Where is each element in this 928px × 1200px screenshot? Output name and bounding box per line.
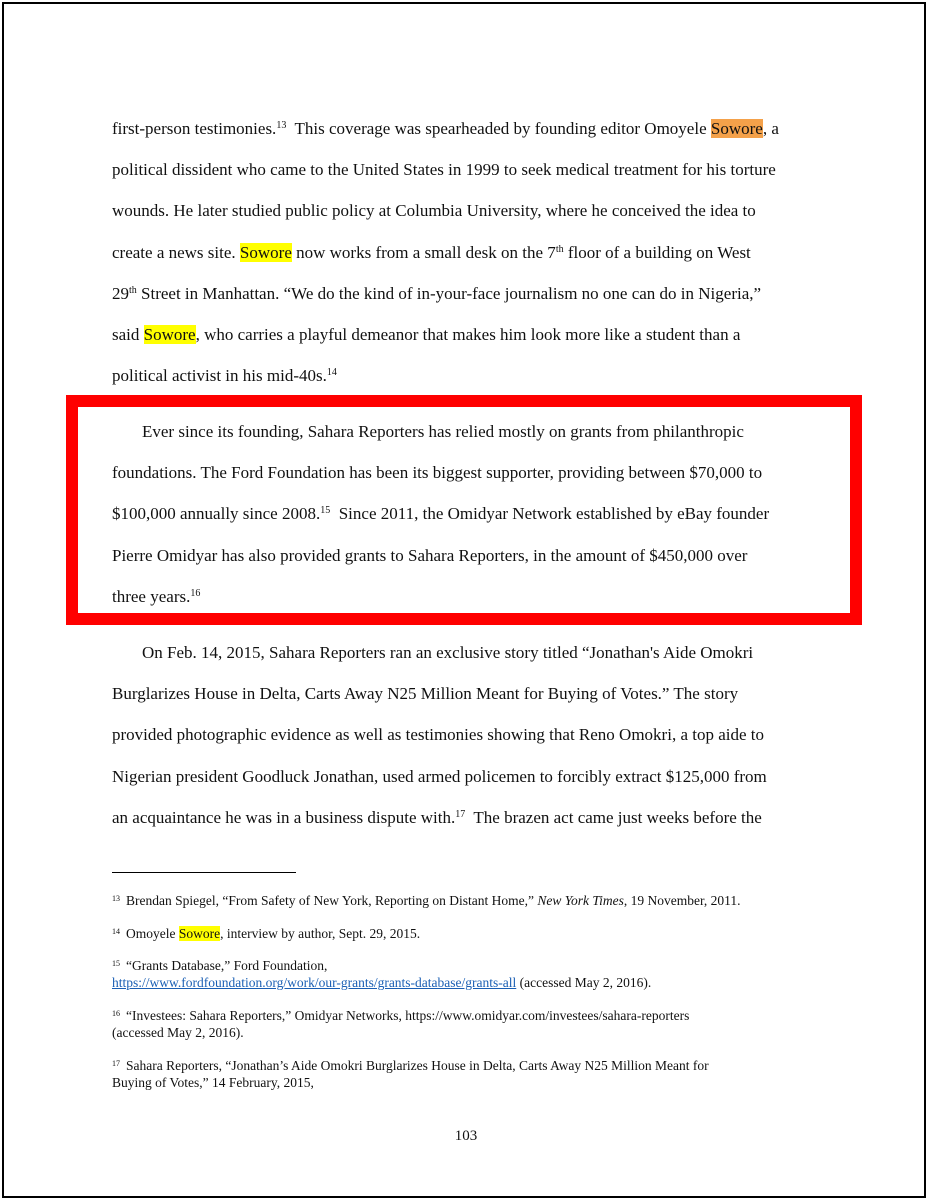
text-run: This coverage was spearheaded by founding editor Omoyele [286, 119, 711, 138]
footnote-text: (accessed May 2, 2016). [112, 1025, 244, 1040]
text-line [112, 314, 822, 355]
footnote-text: “Grants Database,” Ford Foundation, [126, 958, 328, 973]
text-run: now works from a small desk on the 7 [291, 242, 556, 262]
text-run: said [112, 325, 144, 345]
text-run: an acquaintance he was in a business dispute with. [112, 807, 456, 827]
text-run: , who carries a playful demeanor that makes him look more like a student than a [195, 325, 741, 345]
footnote-text: Omoyele [126, 926, 179, 941]
text-run: , a [762, 119, 779, 138]
text-line: Pierre Omidyar has also provided grants to Sahara Reporters, in the amount of $450,000 over [112, 545, 748, 565]
footnote-ref-14[interactable]: 14 [326, 367, 337, 379]
text-line [112, 576, 822, 617]
text-run: first-person testimonies. [112, 119, 277, 138]
footnote-text: , interview by author, Sept. 29, 2015. [220, 926, 421, 941]
footnote-text: “Investees: Sahara Reporters,” Omidyar Networks, https://www.omidyar.com/investees/sahara-reporters [126, 1008, 690, 1023]
paragraph-sowore [112, 108, 822, 396]
text-run: Since 2011, the Omidyar Network established by eBay founder [330, 504, 770, 524]
footnote-ref-16[interactable]: 16 [190, 587, 201, 599]
text-run: 29 [112, 283, 129, 303]
text-line: foundations. The Ford Foundation has been its biggest supporter, providing between $70,000 to [112, 463, 763, 483]
footnote-number: 15 [112, 959, 120, 968]
footnote-ref-13[interactable]: 13 [276, 120, 287, 131]
text-line [112, 232, 822, 273]
text-run: Street in Manhattan. “We do the kind of in-your-face journalism no one can do in Nigeria,” [136, 283, 762, 303]
search-highlight: Sowore [178, 926, 221, 941]
footnote-text: (accessed May 2, 2016). [516, 975, 652, 990]
text-line: Burglarizes House in Delta, Carts Away N25 Million Meant for Buying of Votes.” The story [112, 684, 739, 704]
publication-title: New York Times [537, 893, 624, 908]
paragraph-funding [112, 411, 822, 617]
text-line [112, 355, 822, 396]
superscript: th [129, 284, 137, 296]
footnote-number: 14 [112, 927, 120, 936]
footnote-16 [112, 1007, 822, 1041]
footnote-divider [112, 872, 296, 873]
superscript: th [555, 243, 564, 255]
footnote-13 [112, 892, 822, 909]
text-line: Ever since its founding, Sahara Reporters has relied mostly on grants from philanthropic [142, 422, 744, 441]
footnote-number: 13 [112, 894, 120, 903]
footnote-14 [112, 925, 822, 942]
search-highlight: Sowore [143, 325, 196, 345]
text-run: $100,000 annually since 2008. [112, 504, 321, 524]
footnote-text: Brendan Spiegel, “From Safety of New York, Reporting on Distant Home,” [126, 893, 538, 908]
page-number: 103 [454, 1128, 478, 1144]
text-run: floor of a building on West [563, 242, 751, 262]
footnote-number: 16 [112, 1009, 120, 1018]
text-line: provided photographic evidence as well as testimonies showing that Reno Omokri, a top aide to [112, 725, 764, 745]
text-line: political dissident who came to the United States in 1999 to seek medical treatment for his torture [112, 160, 776, 180]
text-line [112, 797, 822, 838]
text-run: three years. [112, 586, 191, 606]
footnote-text: Buying of Votes,” 14 February, 2015, [112, 1075, 314, 1090]
search-highlight-current: Sowore [710, 119, 763, 138]
document-page [2, 2, 926, 1198]
paragraph-omokri [112, 632, 822, 838]
text-line: On Feb. 14, 2015, Sahara Reporters ran an exclusive story titled “Jonathan's Aide Omokri [142, 643, 754, 662]
text-line [112, 273, 822, 314]
footnote-text: , 19 November, 2011. [623, 893, 741, 908]
text-run: political activist in his mid-40s. [112, 366, 327, 386]
footnote-number: 17 [112, 1059, 120, 1068]
text-line: Nigerian president Goodluck Jonathan, used armed policemen to forcibly extract $125,000 from [112, 766, 767, 786]
text-line [112, 108, 822, 149]
text-line [112, 493, 822, 534]
footnote-ref-15[interactable]: 15 [320, 505, 331, 517]
footnote-15 [112, 957, 822, 991]
footnote-text: Sahara Reporters, “Jonathan’s Aide Omokri Burglarizes House in Delta, Carts Away N25 Million Meant for [126, 1058, 709, 1073]
ford-foundation-link[interactable]: https://www.fordfoundation.org/work/our-grants/grants-database/grants-all [112, 975, 517, 990]
text-run: The brazen act came just weeks before the [465, 807, 762, 827]
search-highlight: Sowore [239, 242, 292, 262]
footnote-ref-17[interactable]: 17 [455, 808, 466, 820]
text-run: create a news site. [112, 242, 240, 262]
footnote-17 [112, 1057, 822, 1091]
text-line: wounds. He later studied public policy at Columbia University, where he conceived the idea to [112, 201, 756, 221]
